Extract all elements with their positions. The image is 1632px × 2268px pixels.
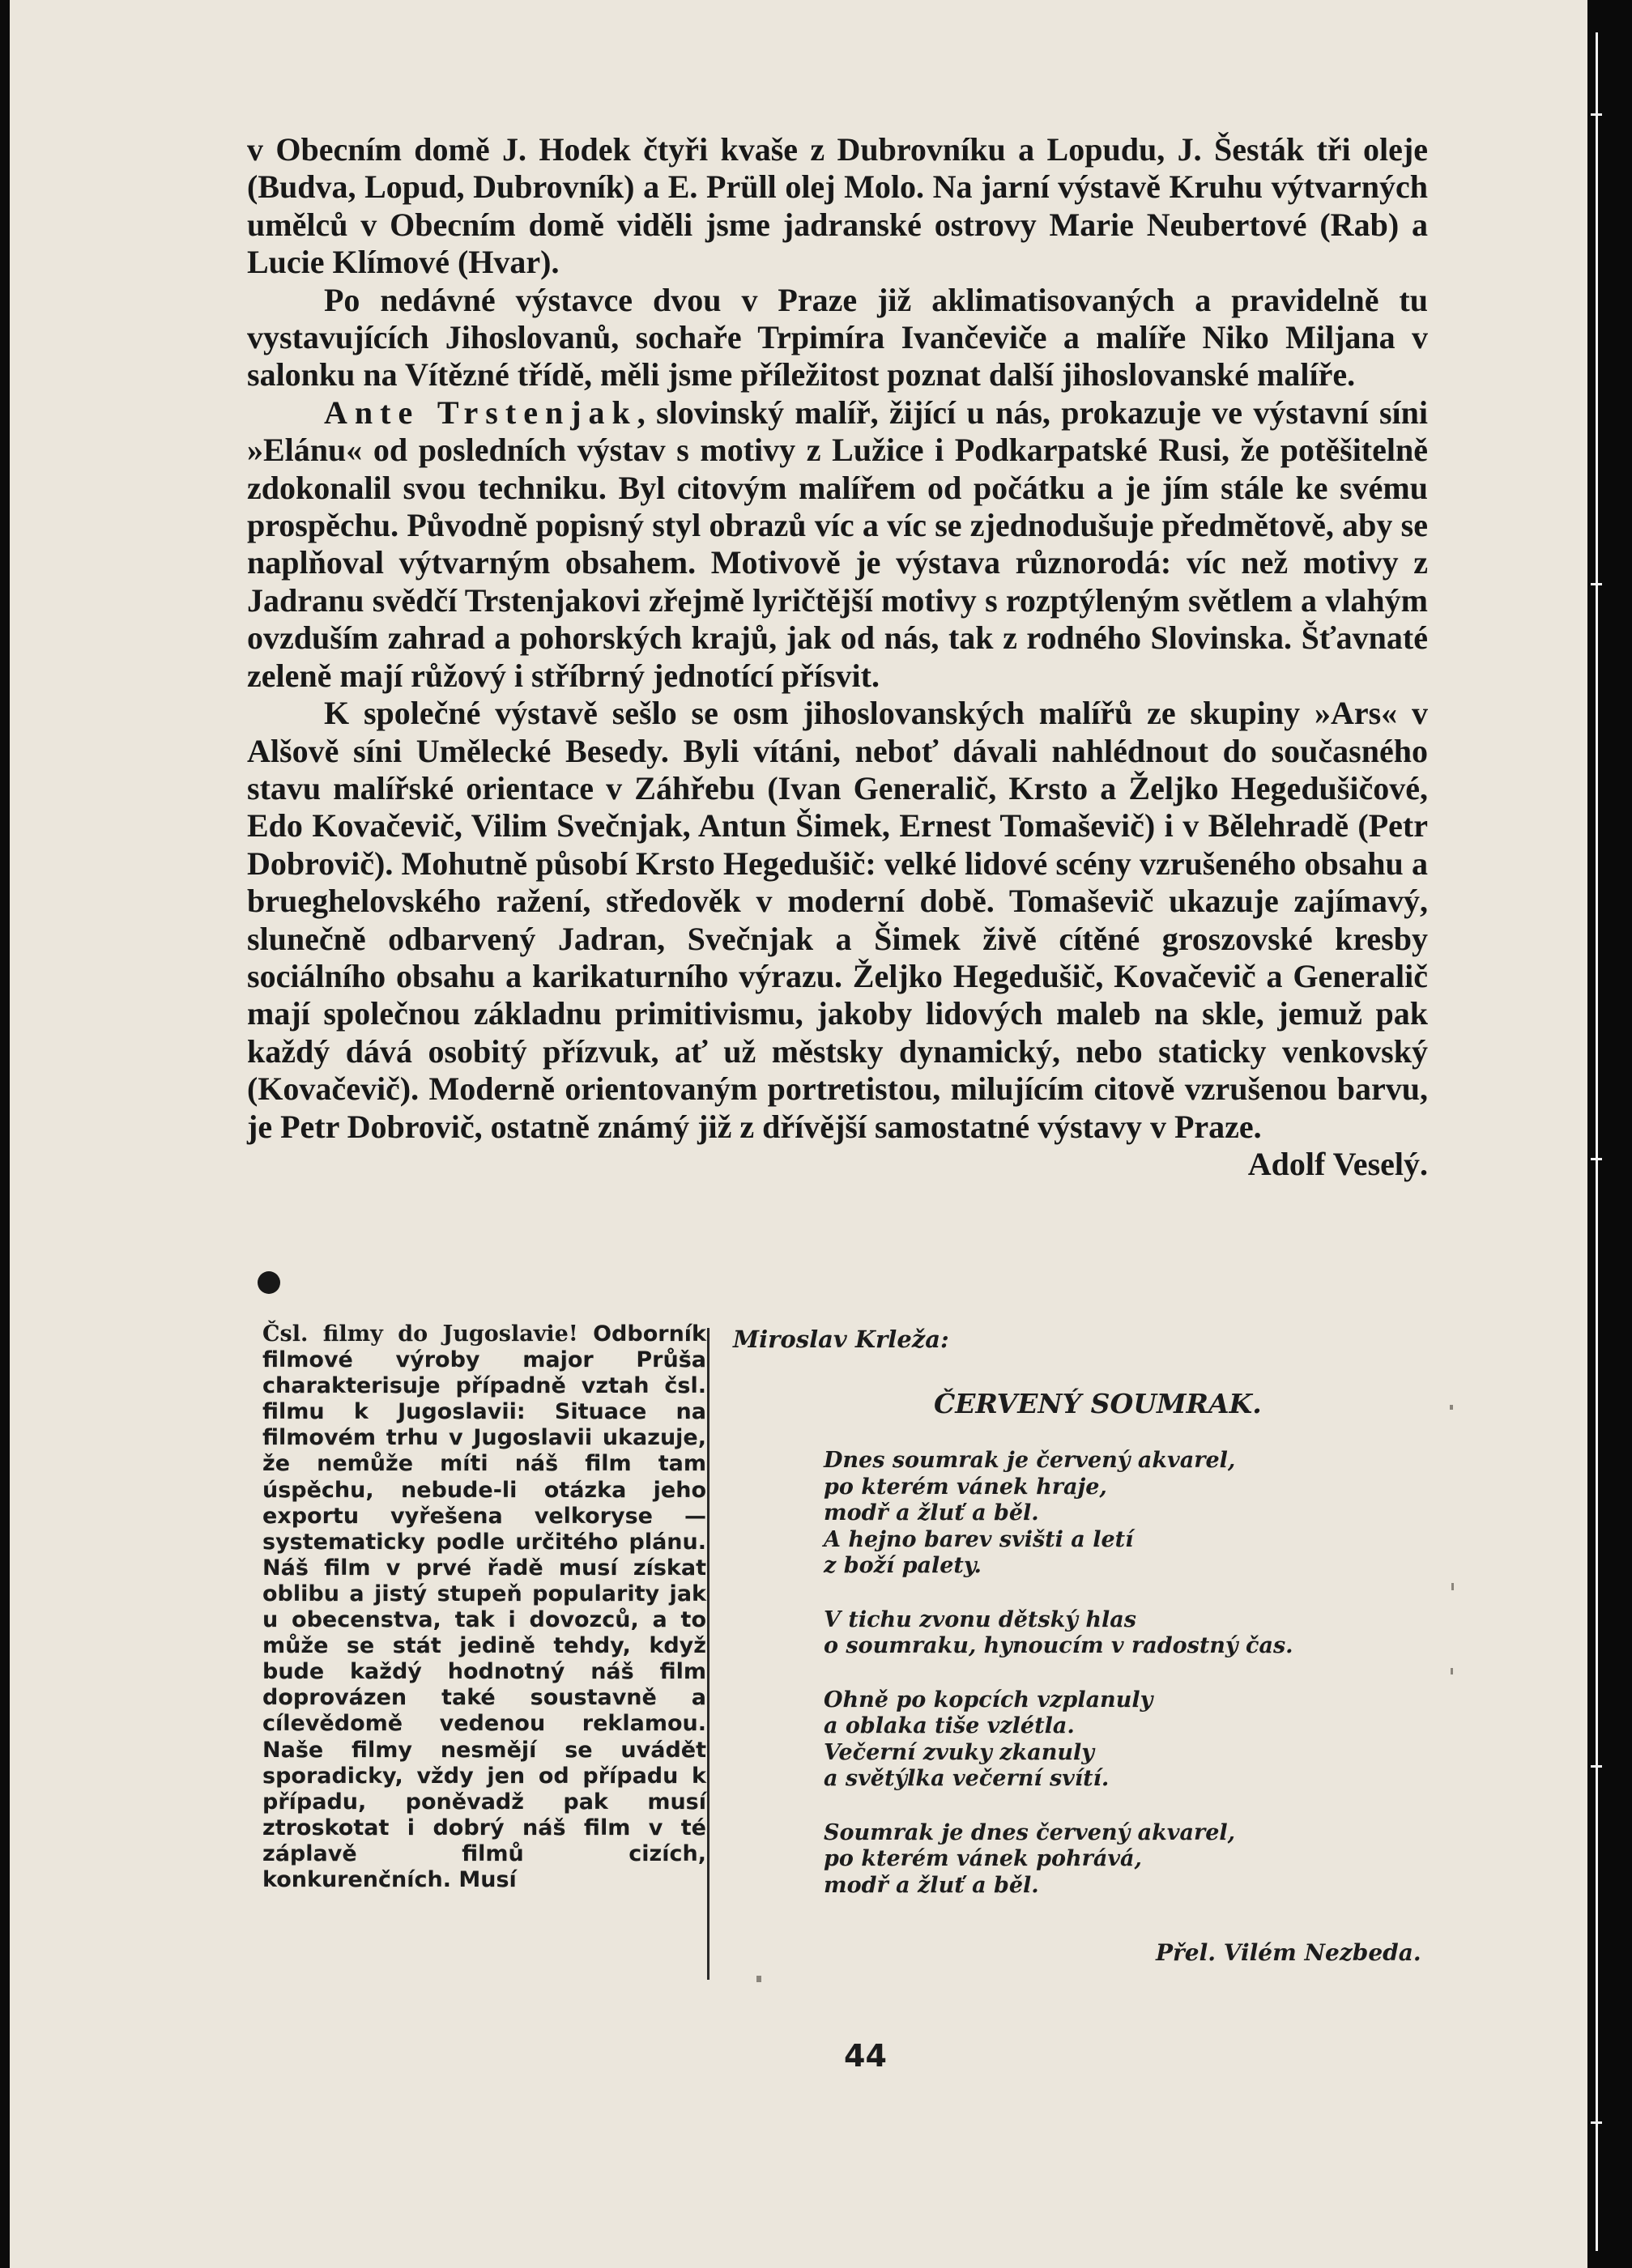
print-speck xyxy=(1450,1405,1453,1410)
paragraph-3 xyxy=(247,394,1428,695)
poem-line: A hejno barev svišti a letí xyxy=(824,1526,1134,1552)
poem-line: a oblaka tiše vzlétla. xyxy=(824,1713,1075,1738)
document-page xyxy=(10,0,1587,2268)
section-bullet-icon xyxy=(258,1271,280,1294)
poem-line: modř a žluť a běl. xyxy=(824,1872,1039,1898)
scan-border-tick xyxy=(1591,1765,1602,1768)
paragraph-4 xyxy=(247,695,1428,1182)
page-number: 44 xyxy=(844,2038,887,2074)
scan-border-tick xyxy=(1591,2121,1602,2124)
print-speck xyxy=(1451,1668,1453,1674)
poem-line: Dnes soumrak je červený akvarel, xyxy=(824,1448,1236,1473)
poem-author: Miroslav Krleža: xyxy=(733,1325,949,1353)
paragraph-3-text: , slovinský malíř, žijící u nás, prokazuje ve výstavní síni »Elánu« od posledních výstav s motivy z Lužice i Podkarpatské Rusi, že potěšitelně zdokonalil svou techniku. Byl citovým malířem od počátku a je jím stále ke svému prospěchu. Původně popisný styl obrazů víc a víc se zjednodušuje předmětově, aby se naplňoval výtvarným obsahem. Motivově je výstava různorodá: víc než motivy z Jadranu svědčí Trstenjakovi zřejmě lyričtější motivy s rozptýleným světlem a vlahým ovzduším zahrad a pohorských krajů, jak od nás, tak z rodného Slovinska. Šťavnaté zeleně mají růžový i stříbrný jednotící přísvit. xyxy=(247,394,1429,694)
column-divider xyxy=(707,1328,709,1980)
paragraph-1: v Obecním domě J. Hodek čtyři kvaše z Dubrovníku a Lopudu, J. Šesták tři oleje (Budva, Lopud, Dubrovník) a E. Prüll olej Molo. Na jarní výstavě Kruhu výtvarných umělců v Obecním domě viděli jsme jadranské ostrovy Marie Neubertové (Rab) a Lucie Klímové (Hvar). xyxy=(247,131,1428,281)
author-signature: Adolf Veselý. xyxy=(1247,1145,1428,1182)
poem-line: Večerní zvuky zkanuly xyxy=(824,1739,1094,1765)
poem-line: po kterém vánek hraje, xyxy=(824,1474,1107,1500)
paragraph-4-text: K společné výstavě sešlo se osm jihoslovanských malířů ze skupiny »Ars« v Alšově síni Umělecké Besedy. Byli vítáni, neboť dávali nahlédnout do současného stavu malířské orientace v Záhřebu (Ivan Generalič, Krsto a Željko Hegedušičové, Edo Kovačevič, Vilim Svečnjak, Antun Šimek, Ernest Tomaševič) i v Bělehradě (Petr Dobrovič). Mohutně působí Krsto Hegedušič: velké lidové scény vzrušeného obsahu a brueghelovského ražení, středověk v moderní době. Tomaševič ukazuje zajímavý, slunečně odbarvený Jadran, Svečnjak a Šimek živě cítěné groszovské kresby sociálního obsahu a karikaturního výrazu. Željko Hegedušič, Kovačevič a Generalič mají společnou základnu primitivismu, jakoby lidových maleb na skle, jemuž pak každý dává osobitý přízvuk, ať už městsky dynamický, nebo staticky venkovský (Kovačevič). Moderně orientovaným portretistou, milujícím citově vzrušenou barvu, je Petr Dobrovič, ostatně známý již z dřívější samostatné výstavy v Praze. xyxy=(247,695,1428,1145)
scan-border xyxy=(1587,0,1632,2268)
poem-line: z boží palety. xyxy=(824,1553,982,1578)
artist-name: Ante Trstenjak xyxy=(324,394,637,431)
poem-line: a světýlka večerní svítí. xyxy=(824,1766,1110,1791)
poem-line: Soumrak je dnes červený akvarel, xyxy=(824,1819,1236,1845)
news-heading: Čsl. filmy do Jugoslavie! xyxy=(262,1321,578,1347)
poem-stanza xyxy=(824,1607,1446,1660)
poem-translator: Přel. Vilém Nezbeda. xyxy=(1156,1939,1421,1966)
poem-line: po kterém vánek pohrává, xyxy=(824,1846,1142,1871)
print-speck xyxy=(756,1976,761,1982)
scan-border-tick xyxy=(1591,113,1602,116)
news-text xyxy=(262,1321,706,1893)
print-speck xyxy=(1451,1583,1454,1590)
poem-title: ČERVENÝ SOUMRAK. xyxy=(934,1388,1262,1419)
poem-stanza xyxy=(824,1687,1446,1793)
poem-line: V tichu zvonu dětský hlas xyxy=(824,1606,1136,1632)
poem-stanza xyxy=(824,1448,1446,1580)
scan-border-tick xyxy=(1591,1158,1602,1160)
news-column xyxy=(262,1321,706,1893)
poem-line: modř a žluť a běl. xyxy=(824,1500,1039,1525)
article-body xyxy=(247,131,1428,1183)
paragraph-2: Po nedávné výstavce dvou v Praze již aklimatisovaných a pravidelně tu vystavujících Jihoslovanů, sochaře Trpimíra Ivančeviče a malíře Niko Miljana v salonku na Vítězné třídě, měli jsme příležitost poznat další jihoslovanské malíře. xyxy=(247,281,1428,394)
scan-border-line xyxy=(1596,32,1598,2251)
scan-border-tick xyxy=(1591,583,1602,585)
news-body: Odborník filmové výroby major Průša charakterisuje případně vztah čsl. filmu k Jugoslavii: Situace na filmovém trhu v Jugoslavii ukazuje, že nemůže míti náš film tam úspěchu, nebude-li otázka jeho exportu vyřešena velkoryse — systematicky podle určitého plánu. Náš film v prvé řadě musí získat oblibu a jistý stupeň popularity jak u obecenstva, tak i dovozců, a to může se stát jedině tehdy, když bude každý hodnotný náš film doprovázen také soustavně a cílevědomě vedenou reklamou. Naše filmy nesmějí se uvádět sporadicky, vždy jen od případu k případu, poněvadž pak musí ztroskotat i dobrý náš film v té záplavě filmů cizích, konkurenčních. Musí xyxy=(262,1321,706,1892)
poem-block xyxy=(733,1325,1446,1967)
poem-stanza xyxy=(824,1820,1446,1900)
poem-line: Ohně po kopcích vzplanuly xyxy=(824,1687,1153,1713)
poem-line: o soumraku, hynoucím v radostný čas. xyxy=(824,1633,1293,1658)
